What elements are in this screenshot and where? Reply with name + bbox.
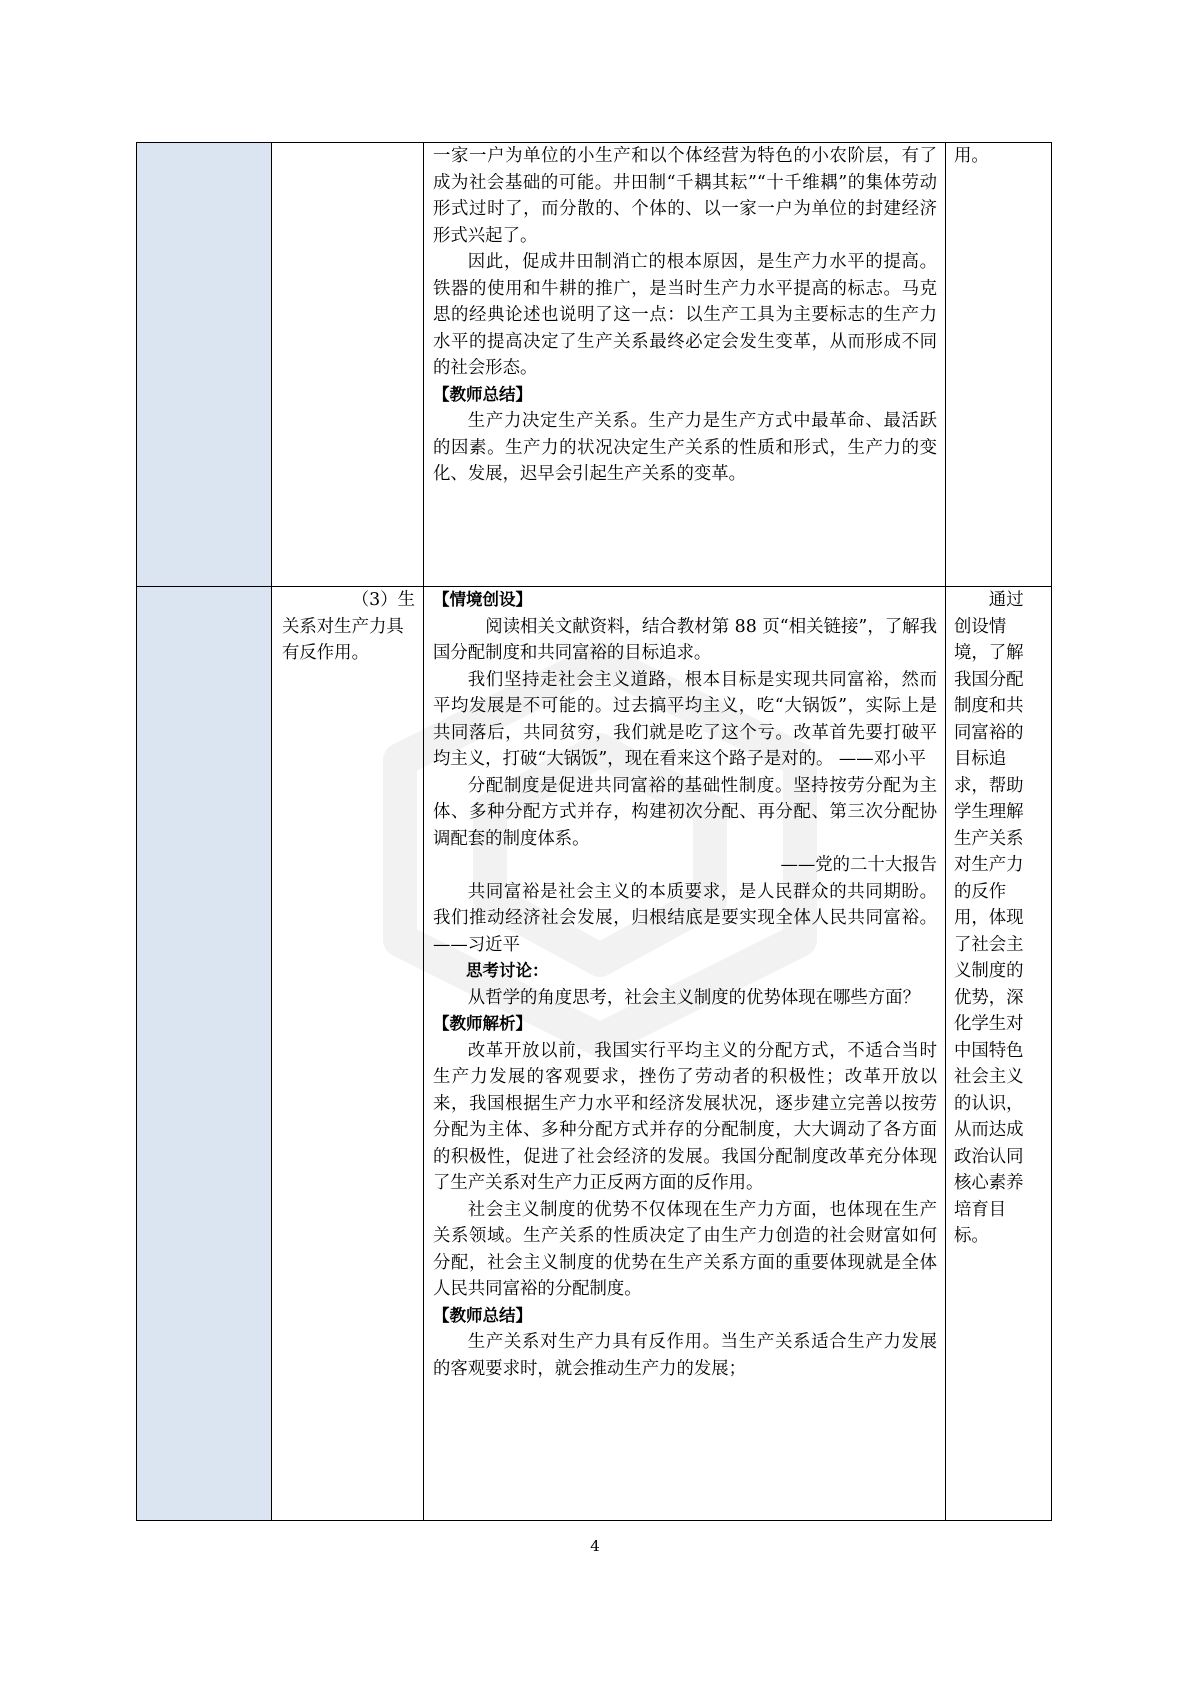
purpose-line: 的认识，	[954, 1093, 1024, 1114]
section-heading: 【情境创设】	[433, 590, 532, 609]
purpose-line: 同富裕的	[954, 722, 1024, 743]
section-heading: 【教师解析】	[433, 1014, 532, 1033]
purpose-line: 了社会主	[954, 934, 1024, 955]
purpose-line: 我国分配	[954, 669, 1024, 690]
topic-label: （3）生	[351, 590, 415, 610]
purpose-line: 生产关系	[954, 828, 1024, 849]
content-cell	[424, 587, 946, 1521]
purpose-cell	[946, 143, 1052, 587]
purpose-line: 求，帮助	[954, 775, 1024, 796]
purpose-line: 创设情	[954, 616, 1007, 637]
purpose-line: 制度和共	[954, 696, 1024, 716]
quote-xi: 共同富裕是社会主义的本质要求，是人民群众的共同期盼。我们推动经济社会发展，归根结底是要实现全体人民共同富裕。 ——习近平	[433, 881, 937, 955]
paragraph: 生产力决定生产关系。生产力是生产方式中最革命、最活跃的因素。生产力的状况决定生产关系的性质和形式，生产力的变化、发展，迟早会引起生产关系的变革。	[433, 411, 937, 484]
purpose-line: 义制度的	[954, 961, 1024, 981]
purpose-line: 培育目	[954, 1199, 1007, 1220]
purpose-line: 目标追	[954, 749, 1007, 769]
quote-source: ——党的二十大报告	[780, 855, 937, 875]
discussion-question: 从哲学的角度思考，社会主义制度的优势体现在哪些方面？	[467, 987, 920, 1008]
purpose-line: 优势，深	[954, 987, 1024, 1008]
purpose-text: 用。	[954, 146, 989, 166]
table-row	[137, 143, 1052, 587]
lesson-plan-table	[136, 142, 1052, 1521]
shaded-cell	[137, 143, 272, 587]
purpose-line: 标。	[954, 1226, 989, 1246]
purpose-line: 政治认同	[954, 1146, 1024, 1167]
quote-deng: 我们坚持走社会主义道路，根本目标是实现共同富裕，然而平均发展是不可能的。过去搞平均主义，吃“大锅饭”，实际上是共同落后，共同贫穷，我们就是吃了这个亏。改革首先要打破平均主义，打破“大锅饭”，现在看来这个路子是对的。 ——邓小平	[433, 669, 937, 769]
purpose-line: 核心素养	[954, 1173, 1024, 1193]
paragraph: 因此，促成井田制消亡的根本原因，是生产力水平的提高。铁器的使用和牛耕的推广，是当时生产力水平提高的标志。马克思的经典论述也说明了这一点：以生产工具为主要标志的生产力水平的提高决定了生产关系最终必定会发生变革，从而形成不同的社会形态。	[433, 252, 937, 378]
quote-report: 分配制度是促进共同富裕的基础性制度。坚持按劳分配为主体、多种分配方式并存，构建初次分配、再分配、第三次分配协调配套的制度体系。	[433, 775, 937, 849]
purpose-line: 从而达成	[954, 1120, 1024, 1140]
empty-cell	[272, 143, 424, 587]
section-heading: 【教师总结】	[433, 1305, 532, 1325]
table-row	[137, 587, 1052, 1521]
page-number: 4	[590, 1537, 600, 1555]
purpose-line: 用，体现	[954, 908, 1024, 928]
paragraph: 阅读相关文献资料，结合教材第 88 页“相关链接”，了解我国分配制度和共同富裕的目标追求。	[433, 616, 937, 663]
topic-text: 关系对生产力具有反作用。	[282, 616, 404, 663]
paragraph: 一家一户为单位的小生产和以个体经营为特色的小农阶层，有了成为社会基础的可能。井田制“千耦其耘”“十千维耦”的集体劳动形式过时了，而分散的、个体的、以一家一户为单位的封建经济形式兴起了。	[433, 146, 937, 246]
purpose-line: 对生产力	[954, 855, 1024, 875]
paragraph: 生产关系对生产力具有反作用。当生产关系适合生产力发展的客观要求时，就会推动生产力的发展；	[433, 1332, 937, 1379]
purpose-line: 的反作	[954, 881, 1007, 902]
purpose-line: 中国特色	[954, 1040, 1024, 1061]
purpose-line: 境，了解	[954, 643, 1024, 663]
purpose-line: 通过	[988, 590, 1024, 610]
section-heading: 【教师总结】	[433, 384, 532, 404]
purpose-cell	[946, 587, 1052, 1521]
topic-cell	[272, 587, 424, 1521]
purpose-line: 化学生对	[954, 1014, 1024, 1034]
purpose-line: 学生理解	[954, 802, 1024, 822]
paragraph: 改革开放以前，我国实行平均主义的分配方式，不适合当时生产力发展的客观要求，挫伤了劳动者的积极性；改革开放以来，我国根据生产力水平和经济发展状况，逐步建立完善以按劳分配为主体、多种分配方式并存的分配制度，大大调动了各方面的积极性，促进了社会经济的发展。我国分配制度改革充分体现了生产关系对生产力正反两方面的反作用。	[433, 1040, 937, 1193]
discussion-heading: 思考讨论：	[466, 961, 549, 980]
shaded-cell	[137, 587, 272, 1521]
content-cell	[424, 143, 946, 587]
paragraph: 社会主义制度的优势不仅体现在生产力方面，也体现在生产关系领域。生产关系的性质决定了由生产力创造的社会财富如何分配，社会主义制度的优势在生产关系方面的重要体现就是全体人民共同富裕的分配制度。	[433, 1199, 937, 1299]
purpose-line: 社会主义	[954, 1067, 1024, 1087]
